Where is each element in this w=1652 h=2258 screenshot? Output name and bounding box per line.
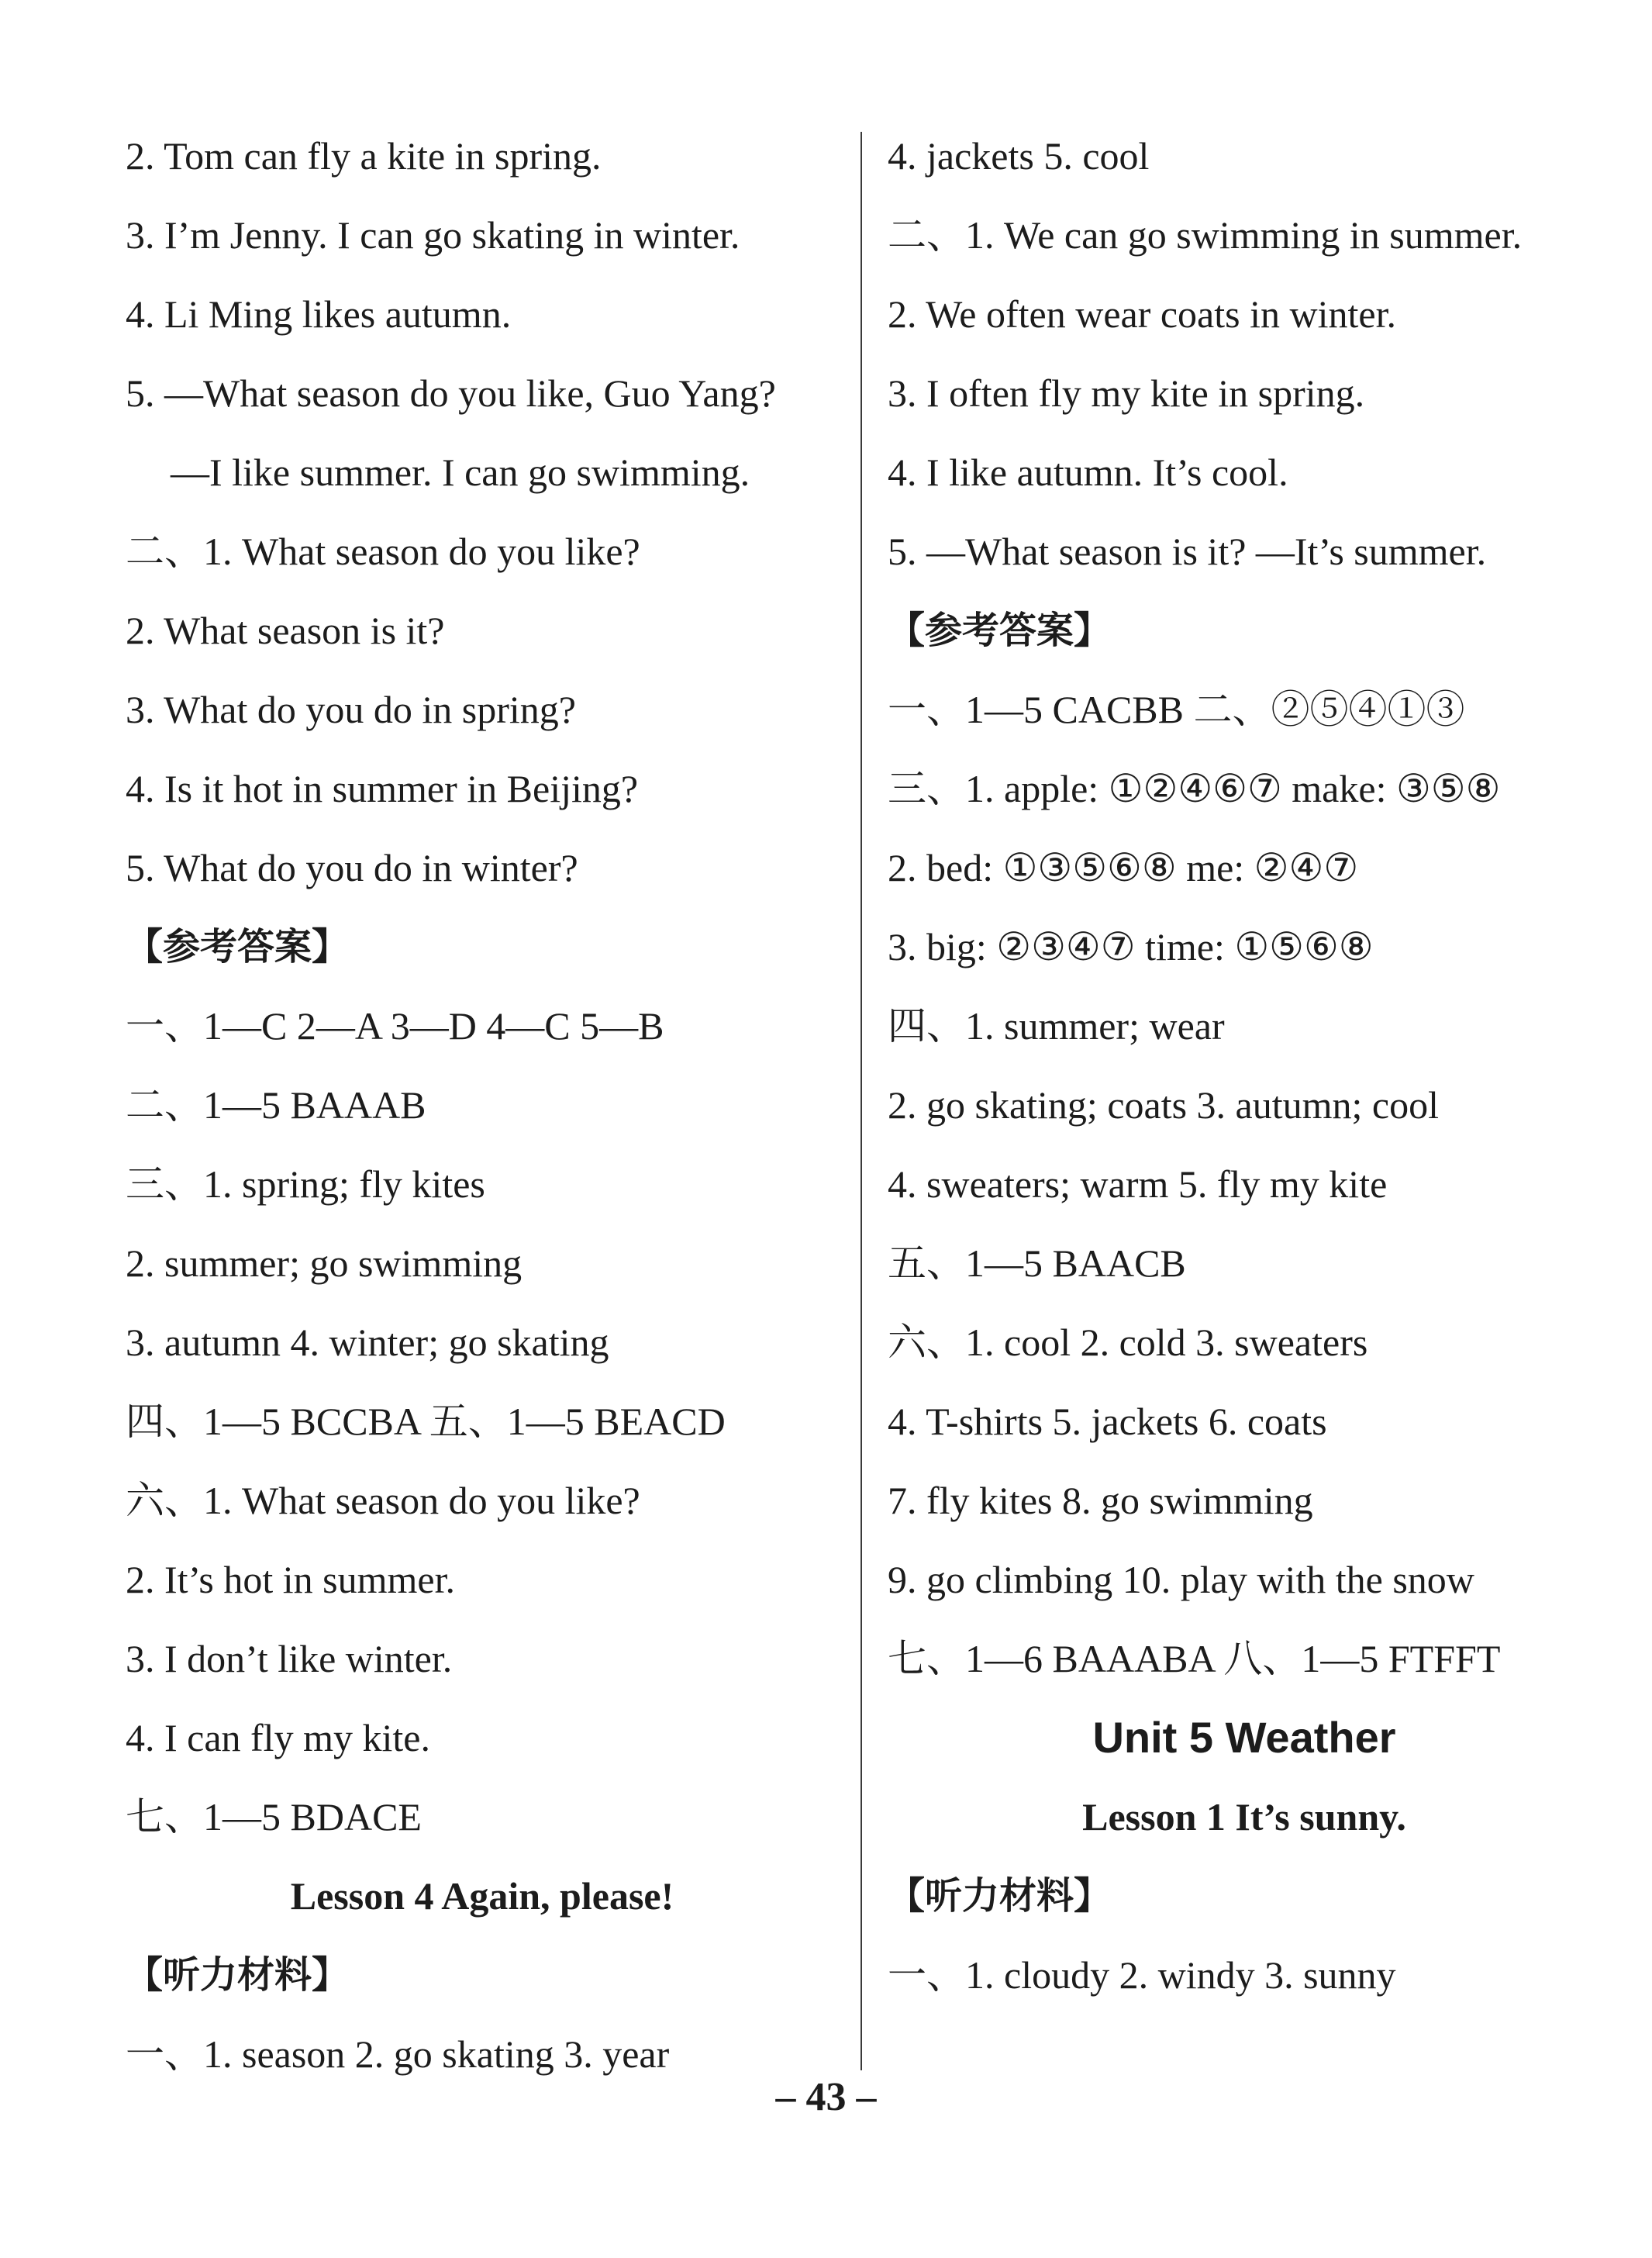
text-line: 4. jackets 5. cool bbox=[888, 134, 1150, 178]
text-line: 2. It’s hot in summer. bbox=[126, 1558, 455, 1601]
text-line: 2. summer; go swimming bbox=[126, 1241, 523, 1285]
text-line: 4. Is it hot in summer in Beijing? bbox=[126, 767, 639, 810]
text-line: 3. I’m Jenny. I can go skating in winter. bbox=[126, 213, 740, 257]
text-line: 9. go climbing 10. play with the snow bbox=[888, 1558, 1474, 1601]
right-column bbox=[888, 116, 1601, 2015]
text-line: 3. autumn 4. winter; go skating bbox=[126, 1321, 609, 1364]
text-line: 七、1—5 BDACE bbox=[126, 1795, 422, 1839]
text-line: 三、1. spring; fly kites bbox=[126, 1162, 485, 1206]
text-line: 二、1. We can go swimming in summer. bbox=[888, 213, 1523, 257]
text-line: 四、1—5 BCCBA 五、1—5 BEACD bbox=[126, 1400, 726, 1443]
text-line: 7. fly kites 8. go swimming bbox=[888, 1479, 1313, 1522]
text-line: 3. I don’t like winter. bbox=[126, 1637, 453, 1680]
text-line: 2. What season is it? bbox=[126, 609, 445, 652]
text-line: 3. I often fly my kite in spring. bbox=[888, 371, 1365, 415]
column-divider bbox=[860, 132, 862, 2070]
left-column bbox=[126, 116, 839, 2094]
text-line: 五、1—5 BAACB bbox=[888, 1241, 1186, 1285]
text-line: 3. big: ②③④⑦ time: ①⑤⑥⑧ bbox=[888, 925, 1374, 968]
section-label: 【听力材料】 bbox=[126, 1953, 350, 1997]
text-line: 5. —What season is it? —It’s summer. bbox=[888, 530, 1487, 573]
text-line: 2. We often wear coats in winter. bbox=[888, 292, 1396, 336]
text-line: 一、1—C 2—A 3—D 4—C 5—B bbox=[126, 1004, 664, 1048]
text-line: 3. What do you do in spring? bbox=[126, 688, 576, 731]
text-line: 5. What do you do in winter? bbox=[126, 846, 578, 889]
text-line: 2. go skating; coats 3. autumn; cool bbox=[888, 1083, 1440, 1127]
page-number: – 43 – bbox=[775, 2075, 877, 2119]
text-line: —I like summer. I can go swimming. bbox=[171, 451, 750, 494]
text-line: 2. bed: ①③⑤⑥⑧ me: ②④⑦ bbox=[888, 846, 1359, 889]
section-heading: Unit 5 Weather bbox=[1092, 1713, 1396, 1762]
text-line: 六、1. cool 2. cold 3. sweaters bbox=[888, 1321, 1368, 1364]
text-line: 六、1. What season do you like? bbox=[126, 1479, 640, 1522]
text-line: 七、1—6 BAAABA 八、1—5 FTFFT bbox=[888, 1637, 1501, 1680]
section-heading: Lesson 1 It’s sunny. bbox=[1082, 1795, 1406, 1839]
text-line: 4. I can fly my kite. bbox=[126, 1716, 430, 1759]
text-line: 二、1—5 BAAAB bbox=[126, 1083, 426, 1127]
text-line: 一、1. season 2. go skating 3. year bbox=[126, 2032, 670, 2076]
text-line: 4. I like autumn. It’s cool. bbox=[888, 451, 1288, 494]
text-line: 4. T-shirts 5. jackets 6. coats bbox=[888, 1400, 1327, 1443]
section-label: 【参考答案】 bbox=[126, 925, 350, 968]
text-line: 二、1. What season do you like? bbox=[126, 530, 640, 573]
text-line: 2. Tom can fly a kite in spring. bbox=[126, 134, 602, 178]
text-line: 4. sweaters; warm 5. fly my kite bbox=[888, 1162, 1388, 1206]
text-line: 4. Li Ming likes autumn. bbox=[126, 292, 512, 336]
text-line: 四、1. summer; wear bbox=[888, 1004, 1225, 1048]
text-line: 三、1. apple: ①②④⑥⑦ make: ③⑤⑧ bbox=[888, 767, 1501, 810]
text-line: 一、1. cloudy 2. windy 3. sunny bbox=[888, 1953, 1396, 1997]
section-label: 【参考答案】 bbox=[888, 609, 1112, 652]
text-line: 一、1—5 CACBB 二、②⑤④①③ bbox=[888, 688, 1465, 731]
section-heading: Lesson 4 Again, please! bbox=[290, 1874, 674, 1918]
section-label: 【听力材料】 bbox=[888, 1874, 1112, 1918]
text-line: 5. —What season do you like, Guo Yang? bbox=[126, 371, 776, 415]
